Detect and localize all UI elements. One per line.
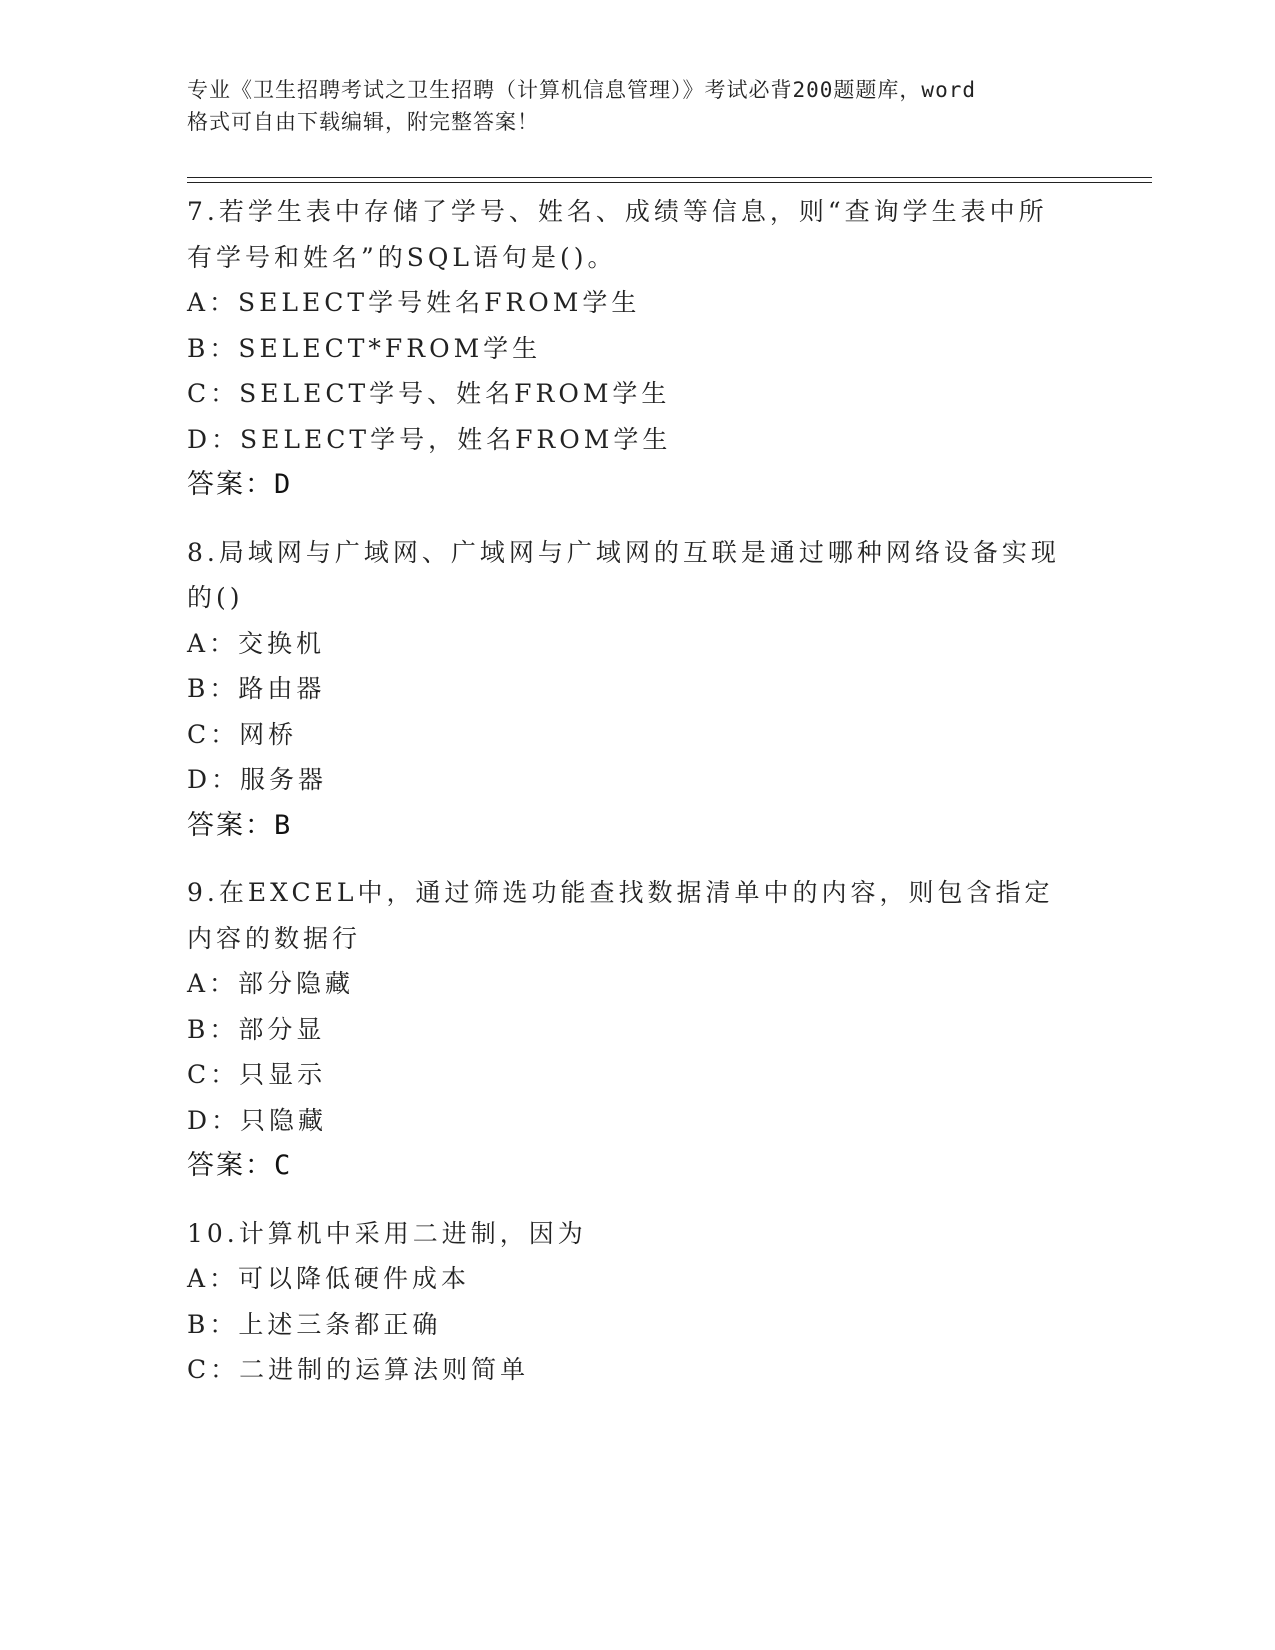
document-header [187,74,1087,138]
option-a: A：交换机 [187,628,326,658]
option-c: C：网桥 [187,719,298,749]
header-divider-top [187,177,1152,178]
option-c: C：二进制的运算法则简单 [187,1355,530,1384]
option-d: D：SELECT学号，姓名FROM学生 [187,424,672,454]
question-7 [187,189,1087,508]
answer-line: 答案：B [187,809,293,841]
question-text: 8.局域网与广域网、广域网与广域网的互联是通过哪种网络设备实现的() [187,537,1060,612]
question-text: 7.若学生表中存储了学号、姓名、成绩等信息，则“查询学生表中所有学号和姓名”的SQL语句是()。 [187,197,1048,272]
question-9 [187,870,1087,1189]
question-8 [187,530,1087,849]
option-a: A：可以降低硬件成本 [187,1264,471,1293]
header-line-1: 专业《卫生招聘考试之卫生招聘（计算机信息管理）》考试必背200题题库，word [187,78,976,102]
option-a: A：SELECT学号姓名FROM学生 [187,288,641,317]
option-c: C：SELECT学号、姓名FROM学生 [187,379,671,408]
option-c: C：只显示 [187,1060,327,1089]
header-line-2: 格式可自由下载编辑，附完整答案！ [187,110,539,134]
option-d: D：只隐藏 [187,1105,328,1135]
question-text: 10.计算机中采用二进制，因为 [187,1218,587,1248]
header-divider-bottom [187,182,1152,183]
option-b: B：上述三条都正确 [187,1309,442,1339]
option-b: B：路由器 [187,674,326,703]
option-d: D：服务器 [187,765,328,794]
question-text: 9.在EXCEL中，通过筛选功能查找数据清单中的内容，则包含指定内容的数据行 [187,878,1054,953]
answer-line: 答案：C [187,1150,293,1181]
option-a: A：部分隐藏 [187,969,355,998]
answer-line: 答案：D [187,469,293,500]
option-b: B：部分显 [187,1014,326,1044]
option-b: B：SELECT*FROM学生 [187,333,542,363]
question-10 [187,1211,1087,1393]
question-list [187,189,1087,1415]
